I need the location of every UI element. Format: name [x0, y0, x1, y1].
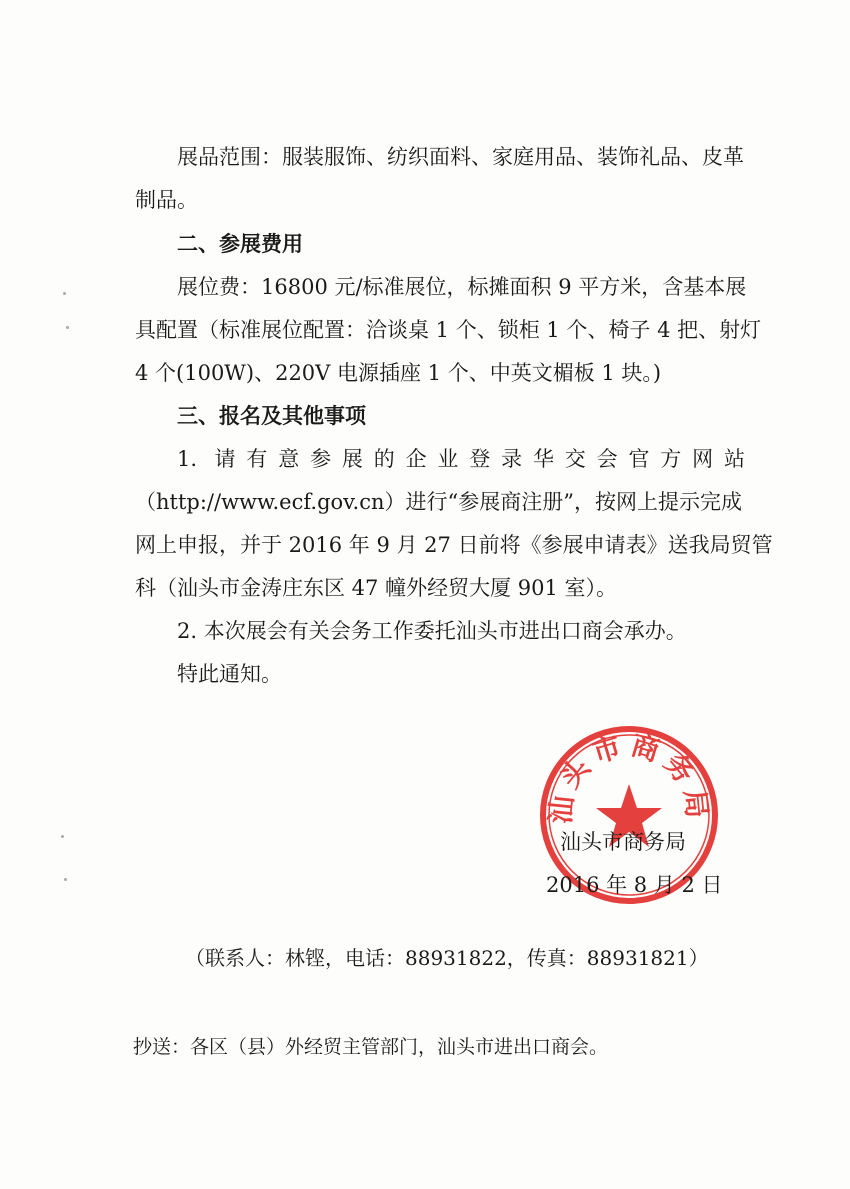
exhibits-paragraph-line1: 展品范围：服装服饰、纺织面料、家庭用品、装饰礼品、皮革 [177, 145, 744, 169]
contact-info: （联系人：林铿，电话：88931822，传真：88931821） [185, 946, 709, 970]
item1-line4: 科（汕头市金涛庄东区 47 幢外经贸大厦 901 室）。 [135, 576, 618, 600]
scan-speck [63, 292, 66, 295]
exhibits-paragraph-line2: 制品。 [135, 188, 198, 212]
carbon-copy-list: 抄送：各区（县）外经贸主管部门，汕头市进出口商会。 [133, 1036, 609, 1058]
section-heading-registration: 三、报名及其他事项 [177, 404, 366, 428]
item2-paragraph: 2. 本次展会有关会务工作委托汕头市进出口商会承办。 [177, 619, 687, 643]
item1-line1: 1. 请有意参展的企业登录华交会官方网站 [177, 447, 745, 471]
scan-speck [61, 835, 64, 838]
seal-text: 汕头市商务局 [543, 728, 715, 826]
closing-remark: 特此通知。 [177, 662, 282, 686]
fee-paragraph-line2: 具配置（标准展位配置：洽谈桌 1 个、锁柜 1 个、椅子 4 把、射灯 [135, 318, 762, 342]
item1-line2: （http://www.ecf.gov.cn）进行“参展商注册”，按网上提示完成 [135, 490, 742, 514]
fee-paragraph-line3: 4 个(100W)、220V 电源插座 1 个、中英文楣板 1 块。) [135, 361, 662, 385]
issue-date: 2016 年 8 月 2 日 [546, 873, 723, 897]
item1-line3: 网上申报，并于 2016 年 9 月 27 日前将《参展申请表》送我局贸管 [135, 533, 773, 557]
issuer-signature: 汕头市商务局 [560, 830, 686, 854]
scan-speck [64, 878, 67, 881]
section-heading-fees: 二、参展费用 [177, 232, 303, 256]
scan-speck [66, 326, 69, 329]
fee-paragraph-line1: 展位费：16800 元/标准展位，标摊面积 9 平方米，含基本展 [177, 275, 747, 299]
